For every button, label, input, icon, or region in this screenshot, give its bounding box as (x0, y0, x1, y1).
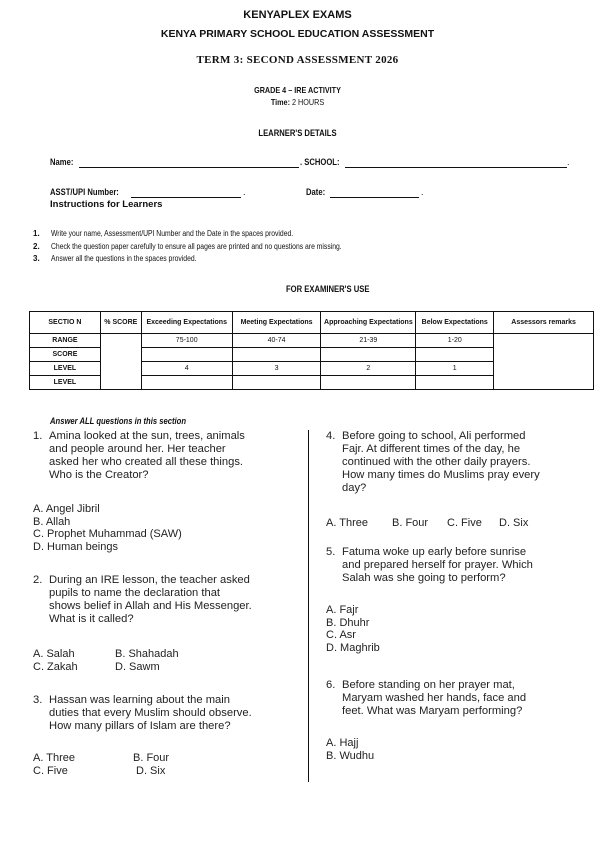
remarks-cell[interactable] (494, 334, 594, 390)
time-line (45, 97, 551, 107)
option[interactable]: C. Prophet Muhammad (SAW) (33, 528, 182, 541)
name-label: Name: (50, 157, 74, 167)
option[interactable]: C. Asr (326, 629, 356, 642)
question-line: Before standing on her prayer mat, (342, 679, 515, 691)
question-line: Before going to school, Ali performed (342, 430, 526, 442)
table-cell: 2 (321, 362, 416, 376)
question-line: How many times do Muslims pray every (342, 469, 540, 481)
option[interactable]: B. Four (133, 752, 170, 764)
question-line: Fajr. At different times of the day, he (342, 443, 521, 455)
question-number: 4. (326, 430, 336, 442)
option[interactable]: B. Wudhu (326, 749, 375, 762)
question-line: duties that every Muslim should observe. (49, 707, 252, 719)
time-label: Time: (270, 97, 290, 107)
instruction-text: Write your name, Assessment/UPI Number and the Date in the spaces provided. (51, 229, 294, 238)
option[interactable]: B. Four (392, 517, 429, 529)
assessment-number-field[interactable] (131, 187, 241, 198)
exam-board-title: KENYAPLEX EXAMS (243, 9, 352, 21)
table-cell: 3 (232, 362, 321, 376)
header-meeting: Meeting Expectations (232, 312, 321, 334)
question-line: How many pillars of Islam are there? (49, 720, 231, 732)
option[interactable]: D. Human beings (33, 540, 118, 553)
question-1 (33, 430, 303, 490)
assessment-dot: . (243, 187, 246, 197)
instruction-item (33, 253, 573, 266)
question-line: Who is the Creator? (49, 469, 149, 481)
question-6-options (326, 737, 374, 762)
examiner-table (29, 311, 594, 390)
option[interactable]: A. Fajr (326, 604, 359, 616)
question-text (342, 430, 540, 495)
header-score: % SCORE (100, 312, 141, 334)
section-instruction: Answer ALL questions in this section (50, 416, 187, 426)
header-section: SECTIO N (30, 312, 101, 334)
option[interactable]: A. Three (326, 517, 368, 529)
table-row (30, 334, 594, 348)
term-title: TERM 3: SECOND ASSESSMENT 2026 (196, 54, 399, 66)
learner-details-title: LEARNER'S DETAILS (258, 128, 337, 138)
question-line: What is it called? (49, 613, 134, 625)
question-2-options (33, 648, 233, 673)
table-cell[interactable] (321, 376, 416, 390)
question-number: 6. (326, 679, 336, 691)
assessment-title: KENYA PRIMARY SCHOOL EDUCATION ASSESSMENT (160, 28, 435, 40)
question-3 (33, 694, 305, 739)
table-cell[interactable] (141, 348, 232, 362)
table-cell[interactable] (232, 348, 321, 362)
school-dot: . (567, 157, 570, 167)
question-3-options (33, 752, 233, 777)
question-line: Fatuma woke up early before sunrise (342, 546, 527, 558)
question-line: Hassan was learning about the main (49, 694, 230, 706)
assessment-number-label: ASST/UPI Number: (50, 187, 119, 197)
question-text (49, 430, 245, 482)
question-number: 3. (33, 694, 43, 706)
question-text (49, 694, 252, 733)
row-label: LEVEL (30, 362, 101, 376)
instruction-item (33, 228, 573, 241)
header-remarks: Assessors remarks (494, 312, 594, 334)
question-4-options (326, 517, 586, 530)
question-line: and prepared herself for prayer. Which (342, 559, 533, 571)
option[interactable]: C. Five (33, 764, 68, 777)
row-label: RANGE (30, 334, 101, 348)
question-5-options (326, 604, 380, 654)
option[interactable]: A. Angel Jibril (33, 503, 100, 515)
question-4 (326, 430, 588, 500)
date-dot: . (421, 187, 424, 197)
instruction-number: 1. (33, 229, 40, 238)
option[interactable]: D. Six (136, 764, 166, 777)
option[interactable]: A. Hajj (326, 737, 359, 749)
option[interactable]: B. Dhuhr (326, 616, 370, 629)
question-5 (326, 546, 588, 591)
question-text (49, 574, 252, 626)
question-number: 2. (33, 574, 43, 586)
question-line: Amina looked at the sun, trees, animals (49, 430, 245, 442)
option[interactable]: C. Zakah (33, 660, 78, 673)
option[interactable]: A. Three (33, 752, 75, 764)
question-1-options (33, 503, 182, 553)
date-field[interactable] (330, 187, 419, 198)
instruction-text: Check the question paper carefully to ensure all pages are printed and no questions are missing. (51, 241, 342, 251)
question-line: asked her who created all these things. (49, 456, 244, 468)
table-cell: 75-100 (141, 334, 232, 348)
question-2 (33, 574, 303, 634)
table-cell: 4 (141, 362, 232, 376)
instruction-number: 2. (33, 241, 40, 251)
question-line: continued with the other daily prayers. (342, 456, 531, 468)
option[interactable]: B. Allah (33, 515, 71, 528)
question-number: 1. (33, 430, 43, 442)
table-cell: 1 (416, 362, 494, 376)
header-below: Below Expectations (416, 312, 494, 334)
question-line: day? (342, 482, 367, 494)
table-cell[interactable] (321, 348, 416, 362)
table-cell: 40-74 (232, 334, 321, 348)
question-line: During an IRE lesson, the teacher asked (49, 574, 250, 586)
examiner-title: FOR EXAMINER'S USE (286, 284, 370, 294)
option[interactable]: D. Sawm (115, 660, 160, 673)
option[interactable]: D. Six (499, 517, 529, 529)
column-divider (308, 430, 309, 782)
table-cell: 21-39 (321, 334, 416, 348)
question-line: Maryam washed her hands, face and (342, 692, 527, 704)
row-label: LEVEL (30, 376, 101, 390)
table-header-row (30, 312, 594, 334)
instruction-number: 3. (33, 254, 40, 263)
table-cell[interactable] (416, 348, 494, 362)
row-label: SCORE (30, 348, 101, 362)
school-label: . SCHOOL: (300, 157, 340, 167)
table-cell[interactable] (141, 376, 232, 390)
school-field[interactable] (345, 157, 567, 168)
instructions-title: Instructions for Learners (50, 199, 163, 210)
question-line: Salah was she going to perform? (342, 572, 506, 584)
question-text (342, 679, 526, 718)
score-cell[interactable] (100, 334, 141, 390)
instructions-list (33, 228, 573, 266)
question-line: shows belief in Allah and His Messenger. (49, 600, 252, 612)
question-line: feet. What was Maryam performing? (342, 705, 523, 717)
question-number: 5. (326, 546, 336, 558)
question-line: and people around her. Her teacher (49, 443, 226, 455)
date-label: Date: (306, 187, 326, 197)
question-text (342, 546, 533, 585)
table-cell[interactable] (416, 376, 494, 390)
question-6 (326, 679, 588, 724)
instruction-item (33, 241, 573, 254)
grade-title: GRADE 4 – IRE ACTIVITY (254, 85, 341, 95)
table-cell: 1-20 (416, 334, 494, 348)
header-approaching: Approaching Expectations (321, 312, 416, 334)
option[interactable]: B. Shahadah (115, 648, 179, 660)
option[interactable]: D. Maghrib (326, 641, 380, 654)
option[interactable]: A. Salah (33, 648, 75, 660)
header-exceeding: Exceeding Expectations (141, 312, 232, 334)
question-line: pupils to name the declaration that (49, 587, 221, 599)
instruction-text: Answer all the questions in the spaces provided. (51, 254, 197, 263)
name-field[interactable] (79, 157, 299, 168)
table-cell[interactable] (232, 376, 321, 390)
time-value: 2 HOURS (292, 97, 325, 107)
option[interactable]: C. Five (447, 517, 482, 529)
